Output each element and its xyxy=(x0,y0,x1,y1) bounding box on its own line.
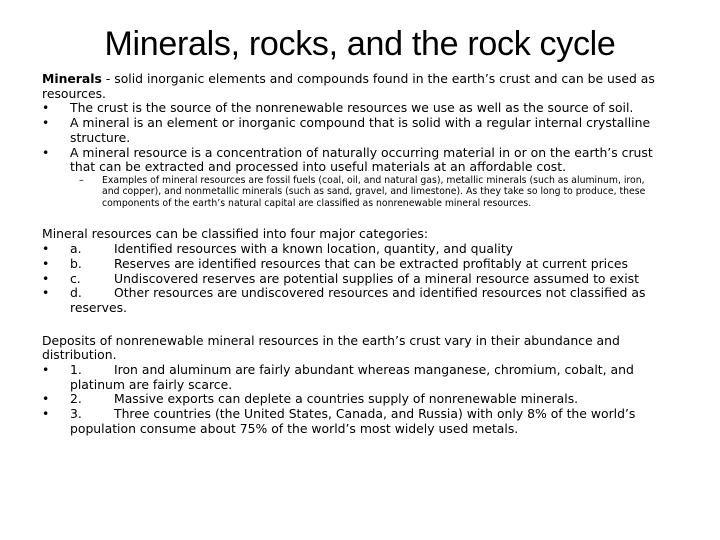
categories-intro: Mineral resources can be classified into four major categories: xyxy=(42,226,429,242)
bullet-icon: • xyxy=(42,285,50,301)
dash-icon: – xyxy=(79,174,84,186)
spacer xyxy=(42,209,662,227)
list-item-text: Identified resources with a known location, quantity, and quality xyxy=(114,241,514,257)
bullet-icon: • xyxy=(42,362,50,378)
list-item xyxy=(42,286,662,315)
list-item xyxy=(42,101,662,116)
list-item xyxy=(42,363,662,392)
bullet-icon: • xyxy=(42,241,50,257)
list-item xyxy=(42,146,662,175)
bullet-icon: • xyxy=(42,255,50,271)
bullet-icon: • xyxy=(42,391,50,407)
minerals-definition xyxy=(42,72,662,101)
spacer xyxy=(42,316,662,334)
bullet-icon: • xyxy=(42,115,50,131)
list-item-text: Iron and aluminum are fairly abundant whereas manganese, chromium, cobalt, and platinum are fairly scarce. xyxy=(70,362,634,392)
list-item-label: b. xyxy=(70,255,82,271)
list-item-label: c. xyxy=(70,270,81,286)
bullet-icon: • xyxy=(42,100,50,116)
list-item-label: 3. xyxy=(70,406,82,422)
list-item xyxy=(42,392,662,407)
list-item-text: Other resources are undiscovered resources and identified resources not classified as reserves. xyxy=(70,285,646,315)
slide-body xyxy=(42,72,662,437)
list-item xyxy=(42,116,662,145)
list-item-text: Massive exports can deplete a countries supply of nonrenewable minerals. xyxy=(114,391,579,407)
list-item-label: 1. xyxy=(70,362,82,378)
list-item xyxy=(42,407,662,436)
list-item-text: A mineral resource is a concentration of naturally occurring material in or on the earth’s crust that can be extracted and processed into useful materials at an affordable cost. xyxy=(70,144,653,175)
list-item-label: d. xyxy=(70,285,82,301)
sub-list-item-text: Examples of mineral resources are fossil fuels (coal, oil, and natural gas), metallic minerals (such as aluminum, iron, and copper), and nonmetallic minerals (such as sand, gravel, and limestone). As they take so long to produce, these components of the earth’s natural capital are classified as nonrenewable mineral resources. xyxy=(102,174,646,209)
list-item-label: 2. xyxy=(70,391,82,407)
list-item-label: a. xyxy=(70,241,82,257)
list-item-text: A mineral is an element or inorganic compound that is solid with a regular internal crystalline structure. xyxy=(70,115,651,145)
bullet-icon: • xyxy=(42,270,50,286)
minerals-term: Minerals xyxy=(42,71,102,86)
slide-title: Minerals, rocks, and the rock cycle xyxy=(104,25,616,63)
list-item xyxy=(42,272,662,287)
sub-list-item xyxy=(42,175,662,210)
deposits-intro: Deposits of nonrenewable mineral resources in the earth’s crust vary in their abundance and distribution. xyxy=(42,332,620,363)
list-item-text: Three countries (the United States, Canada, and Russia) with only 8% of the world’s population consume about 75% of the world’s most widely used metals. xyxy=(70,406,636,436)
list-item-text: The crust is the source of the nonrenewable resources we use as well as the source of soil. xyxy=(70,100,634,116)
list-item xyxy=(42,242,662,257)
list-item xyxy=(42,257,662,272)
minerals-definition-text: - solid inorganic elements and compounds found in the earth’s crust and can be used as resources. xyxy=(42,71,655,101)
bullet-icon: • xyxy=(42,406,50,422)
list-item-text: Undiscovered reserves are potential supplies of a mineral resource assumed to exist xyxy=(114,270,639,286)
bullet-icon: • xyxy=(42,144,50,160)
list-item-text: Reserves are identified resources that can be extracted profitably at current prices xyxy=(114,255,629,271)
